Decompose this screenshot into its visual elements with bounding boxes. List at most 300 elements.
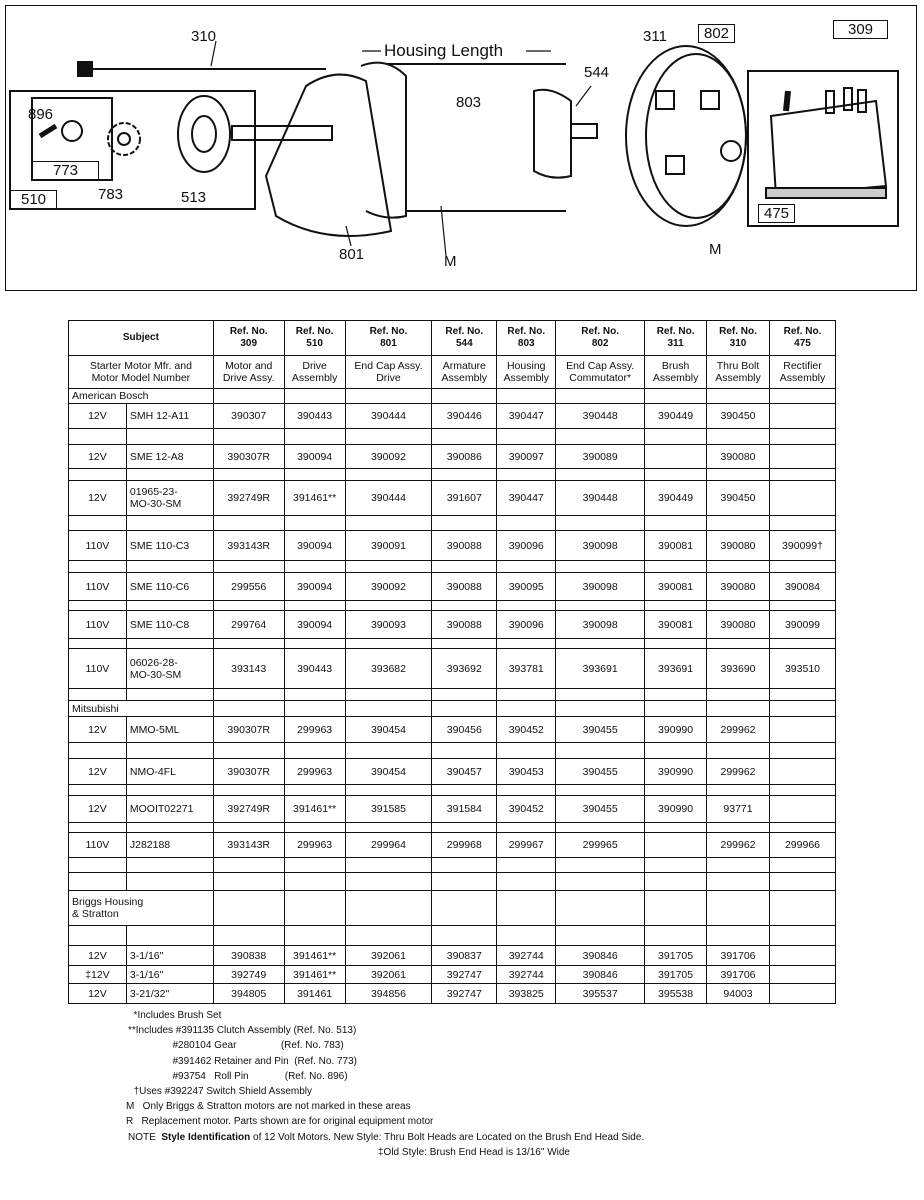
empty-cell (556, 429, 645, 445)
spacer-row (69, 429, 836, 445)
voltage-cell: 12V (69, 717, 127, 743)
spacer-row (69, 639, 836, 649)
empty-cell (769, 891, 835, 926)
part-number-cell: 393682 (345, 649, 432, 689)
column-header-ref: Ref. No. 544 (432, 321, 497, 356)
part-number-cell: 391584 (432, 796, 497, 823)
style-note-prefix: NOTE (128, 1131, 162, 1143)
spacer-row (69, 516, 836, 531)
column-header-part: Drive Assembly (284, 356, 345, 389)
empty-cell (213, 601, 284, 611)
part-number-cell: 390448 (556, 404, 645, 429)
empty-cell (284, 891, 345, 926)
empty-cell (769, 858, 835, 873)
empty-cell (645, 561, 707, 573)
empty-cell (707, 743, 770, 759)
part-number-cell: 390449 (645, 404, 707, 429)
empty-cell (213, 689, 284, 701)
model-cell: 3-1/16" (126, 946, 213, 966)
table-row (69, 573, 836, 601)
empty-cell (126, 516, 213, 531)
empty-cell (497, 429, 556, 445)
part-number-cell: 299962 (707, 717, 770, 743)
empty-cell (769, 516, 835, 531)
empty-cell (707, 701, 770, 717)
part-number-cell: 93771 (707, 796, 770, 823)
empty-cell (345, 429, 432, 445)
part-number-cell: 391461** (284, 796, 345, 823)
empty-cell (213, 516, 284, 531)
part-number-cell: 391705 (645, 946, 707, 966)
empty-cell (707, 891, 770, 926)
empty-cell (284, 823, 345, 833)
empty-cell (497, 873, 556, 891)
empty-cell (126, 639, 213, 649)
empty-cell (432, 469, 497, 481)
empty-cell (497, 601, 556, 611)
part-number-cell: 390846 (556, 946, 645, 966)
column-header-part: End Cap Assy. Drive (345, 356, 432, 389)
part-number-cell: 390080 (707, 445, 770, 469)
model-cell: 01965-23- MO-30-SM (126, 481, 213, 516)
empty-cell (645, 469, 707, 481)
empty-cell (497, 891, 556, 926)
part-number-cell: 392749R (213, 481, 284, 516)
part-number-cell: 299966 (769, 833, 835, 858)
part-number-cell: 390098 (556, 573, 645, 601)
empty-cell (284, 785, 345, 796)
empty-cell (432, 858, 497, 873)
part-number-cell: 392744 (497, 946, 556, 966)
column-header-subject: Subject (69, 321, 214, 356)
empty-cell (645, 873, 707, 891)
empty-cell (556, 561, 645, 573)
part-number-cell: 393143R (213, 531, 284, 561)
empty-cell (645, 689, 707, 701)
part-number-cell: 299963 (284, 759, 345, 785)
part-number-cell: 393143R (213, 833, 284, 858)
column-header-ref: Ref. No. 801 (345, 321, 432, 356)
part-number-cell: 390990 (645, 717, 707, 743)
empty-cell (497, 785, 556, 796)
empty-cell (69, 873, 127, 891)
empty-cell (707, 639, 770, 649)
part-number-cell: 392061 (345, 966, 432, 984)
voltage-cell: 110V (69, 649, 127, 689)
part-number-cell: 390443 (284, 649, 345, 689)
empty-cell (432, 516, 497, 531)
empty-cell (69, 429, 127, 445)
empty-cell (707, 516, 770, 531)
voltage-cell: 12V (69, 796, 127, 823)
part-number-cell: 299965 (556, 833, 645, 858)
part-number-cell (769, 946, 835, 966)
empty-cell (126, 823, 213, 833)
empty-cell (69, 823, 127, 833)
model-cell: SME 110-C8 (126, 611, 213, 639)
part-number-cell: 390443 (284, 404, 345, 429)
empty-cell (213, 785, 284, 796)
voltage-cell: 110V (69, 573, 127, 601)
empty-cell (645, 639, 707, 649)
part-number-cell: 390094 (284, 573, 345, 601)
part-number-cell: 392747 (432, 966, 497, 984)
empty-cell (645, 891, 707, 926)
empty-cell (432, 689, 497, 701)
empty-cell (432, 601, 497, 611)
empty-cell (213, 926, 284, 946)
model-cell: MMO-5ML (126, 717, 213, 743)
part-number-cell: 392744 (497, 966, 556, 984)
part-number-cell: 390838 (213, 946, 284, 966)
voltage-cell: 110V (69, 531, 127, 561)
table-row (69, 717, 836, 743)
empty-cell (213, 701, 284, 717)
style-note (128, 1130, 644, 1145)
part-number-cell (769, 759, 835, 785)
empty-cell (345, 926, 432, 946)
column-header-ref: Ref. No. 803 (497, 321, 556, 356)
empty-cell (213, 469, 284, 481)
column-header-part: Thru Bolt Assembly (707, 356, 770, 389)
empty-cell (645, 858, 707, 873)
label-801: 801 (339, 246, 365, 263)
footnote: †Uses #392247 Switch Shield Assembly (128, 1086, 312, 1098)
empty-cell (769, 601, 835, 611)
empty-cell (345, 891, 432, 926)
empty-cell (126, 785, 213, 796)
part-number-cell: 299962 (707, 833, 770, 858)
label-803: 803 (456, 94, 482, 111)
part-number-cell (769, 404, 835, 429)
label-802: 802 (698, 24, 735, 43)
empty-cell (769, 743, 835, 759)
empty-cell (707, 469, 770, 481)
empty-cell (645, 823, 707, 833)
empty-cell (126, 601, 213, 611)
label-housing-length: Housing Length (384, 41, 504, 60)
model-cell: J282188 (126, 833, 213, 858)
part-number-cell: 390086 (432, 445, 497, 469)
empty-cell (432, 891, 497, 926)
part-number-cell: 394805 (213, 984, 284, 1004)
voltage-cell: ‡12V (69, 966, 127, 984)
empty-cell (213, 873, 284, 891)
empty-cell (769, 785, 835, 796)
part-number-cell: 392749R (213, 796, 284, 823)
empty-cell (213, 858, 284, 873)
part-number-cell (769, 984, 835, 1004)
empty-cell (126, 469, 213, 481)
empty-cell (213, 823, 284, 833)
part-number-cell: 393691 (645, 649, 707, 689)
empty-cell (345, 561, 432, 573)
part-number-cell: 390098 (556, 531, 645, 561)
empty-cell (126, 926, 213, 946)
label-m-housing: M (444, 253, 457, 270)
voltage-cell: 12V (69, 481, 127, 516)
empty-cell (345, 469, 432, 481)
part-number-cell: 390447 (497, 404, 556, 429)
empty-cell (556, 389, 645, 404)
empty-cell (769, 639, 835, 649)
model-cell: SME 110-C6 (126, 573, 213, 601)
part-number-cell: 390454 (345, 717, 432, 743)
empty-cell (556, 823, 645, 833)
section-row (69, 701, 836, 717)
empty-cell (645, 743, 707, 759)
model-cell: 3-21/32" (126, 984, 213, 1004)
part-number-cell: 94003 (707, 984, 770, 1004)
empty-cell (645, 389, 707, 404)
section-label: Briggs Housing & Stratton (69, 891, 214, 926)
part-number-cell (769, 445, 835, 469)
empty-cell (707, 429, 770, 445)
empty-cell (707, 823, 770, 833)
empty-cell (126, 858, 213, 873)
empty-cell (645, 429, 707, 445)
part-number-cell: 391706 (707, 966, 770, 984)
empty-cell (345, 601, 432, 611)
part-number-cell: 394856 (345, 984, 432, 1004)
part-number-cell (769, 966, 835, 984)
empty-cell (769, 701, 835, 717)
part-number-cell: 299963 (284, 833, 345, 858)
empty-cell (707, 561, 770, 573)
empty-cell (432, 389, 497, 404)
part-number-cell: 390446 (432, 404, 497, 429)
empty-cell (769, 429, 835, 445)
part-number-cell: 395538 (645, 984, 707, 1004)
empty-cell (497, 389, 556, 404)
empty-cell (284, 469, 345, 481)
spacer-row (69, 785, 836, 796)
label-311: 311 (643, 28, 667, 45)
model-cell: 06026-28- MO-30-SM (126, 649, 213, 689)
empty-cell (707, 926, 770, 946)
spacer-row (69, 601, 836, 611)
empty-cell (345, 689, 432, 701)
part-number-cell: 390096 (497, 531, 556, 561)
column-header-part: Rectifier Assembly (769, 356, 835, 389)
model-cell: SME 110-C3 (126, 531, 213, 561)
part-number-cell: 390455 (556, 759, 645, 785)
table-row (69, 611, 836, 639)
empty-cell (556, 926, 645, 946)
column-header-ref: Ref. No. 475 (769, 321, 835, 356)
part-number-cell: 393692 (432, 649, 497, 689)
empty-cell (556, 639, 645, 649)
empty-cell (769, 873, 835, 891)
spacer-row (69, 823, 836, 833)
section-label: American Bosch (69, 389, 214, 404)
empty-cell (645, 701, 707, 717)
table-row (69, 833, 836, 858)
empty-cell (345, 858, 432, 873)
label-510: 510 (10, 190, 57, 209)
part-number-cell: 390095 (497, 573, 556, 601)
empty-cell (213, 891, 284, 926)
part-number-cell: 299962 (707, 759, 770, 785)
empty-cell (126, 743, 213, 759)
part-number-cell: 392747 (432, 984, 497, 1004)
empty-cell (556, 516, 645, 531)
empty-cell (345, 873, 432, 891)
table-row (69, 445, 836, 469)
empty-cell (707, 873, 770, 891)
footnote: **Includes #391135 Clutch Assembly (Ref. No. 513) (128, 1025, 357, 1037)
empty-cell (345, 701, 432, 717)
part-number-cell: 390452 (497, 796, 556, 823)
part-number-cell: 390456 (432, 717, 497, 743)
part-number-cell: 390094 (284, 445, 345, 469)
empty-cell (769, 823, 835, 833)
column-header-model: Starter Motor Mfr. and Motor Model Number (69, 356, 214, 389)
empty-cell (69, 601, 127, 611)
empty-cell (345, 785, 432, 796)
spacer-row (69, 743, 836, 759)
part-number-cell: 390307 (213, 404, 284, 429)
part-number-cell: 390449 (645, 481, 707, 516)
part-number-cell: 390091 (345, 531, 432, 561)
spacer-row (69, 858, 836, 873)
model-cell: 3-1/16" (126, 966, 213, 984)
empty-cell (497, 689, 556, 701)
model-cell: NMO-4FL (126, 759, 213, 785)
empty-cell (769, 689, 835, 701)
empty-cell (126, 873, 213, 891)
column-header-ref: Ref. No. 309 (213, 321, 284, 356)
empty-cell (556, 785, 645, 796)
empty-cell (432, 743, 497, 759)
empty-cell (707, 601, 770, 611)
table-row (69, 649, 836, 689)
model-cell: MOOIT02271 (126, 796, 213, 823)
part-number-cell: 390093 (345, 611, 432, 639)
voltage-cell: 12V (69, 404, 127, 429)
part-number-cell: 393690 (707, 649, 770, 689)
empty-cell (284, 516, 345, 531)
style-note-old: ‡Old Style: Brush End Head is 13/16" Wide (378, 1146, 570, 1158)
empty-cell (556, 891, 645, 926)
exploded-parts-diagram (5, 5, 917, 291)
part-number-cell: 393510 (769, 649, 835, 689)
empty-cell (213, 389, 284, 404)
part-number-cell: 390307R (213, 759, 284, 785)
empty-cell (284, 926, 345, 946)
empty-cell (497, 639, 556, 649)
part-number-cell: 390099† (769, 531, 835, 561)
empty-cell (556, 858, 645, 873)
empty-cell (213, 743, 284, 759)
part-number-cell: 390450 (707, 481, 770, 516)
empty-cell (556, 873, 645, 891)
part-number-cell: 390837 (432, 946, 497, 966)
empty-cell (497, 516, 556, 531)
empty-cell (284, 601, 345, 611)
label-513: 513 (181, 189, 207, 206)
empty-cell (284, 689, 345, 701)
empty-cell (284, 701, 345, 717)
label-m-endcap: M (709, 241, 722, 258)
empty-cell (432, 639, 497, 649)
section-label: Mitsubishi (69, 701, 214, 717)
part-number-cell: 299968 (432, 833, 497, 858)
part-number-cell: 390455 (556, 717, 645, 743)
empty-cell (432, 429, 497, 445)
part-number-cell: 390307R (213, 717, 284, 743)
label-475: 475 (758, 204, 795, 223)
part-number-cell (645, 833, 707, 858)
part-number-cell: 390088 (432, 611, 497, 639)
empty-cell (345, 516, 432, 531)
empty-cell (769, 389, 835, 404)
part-number-cell: 390453 (497, 759, 556, 785)
part-number-cell: 390846 (556, 966, 645, 984)
part-number-cell: 390080 (707, 573, 770, 601)
header-row-part (69, 356, 836, 389)
label-309: 309 (833, 20, 888, 39)
part-number-cell: 390450 (707, 404, 770, 429)
header-row-ref (69, 321, 836, 356)
empty-cell (645, 926, 707, 946)
model-cell: SMH 12-A11 (126, 404, 213, 429)
part-number-cell (769, 796, 835, 823)
empty-cell (345, 743, 432, 759)
part-number-cell: 390094 (284, 611, 345, 639)
empty-cell (69, 858, 127, 873)
part-number-cell: 390089 (556, 445, 645, 469)
empty-cell (497, 469, 556, 481)
empty-cell (645, 516, 707, 531)
footnote: R Replacement motor. Parts shown are for original equipment motor (126, 1116, 434, 1128)
empty-cell (645, 785, 707, 796)
empty-cell (432, 926, 497, 946)
empty-cell (126, 689, 213, 701)
label-310: 310 (191, 28, 217, 45)
empty-cell (769, 469, 835, 481)
part-number-cell: 390084 (769, 573, 835, 601)
part-number-cell: 391461** (284, 946, 345, 966)
empty-cell (69, 639, 127, 649)
empty-cell (556, 743, 645, 759)
column-header-ref: Ref. No. 802 (556, 321, 645, 356)
empty-cell (556, 601, 645, 611)
empty-cell (497, 926, 556, 946)
part-number-cell: 390092 (345, 573, 432, 601)
part-number-cell: 299964 (345, 833, 432, 858)
table-row (69, 404, 836, 429)
part-number-cell: 390088 (432, 573, 497, 601)
section-row (69, 389, 836, 404)
part-number-cell: 391461 (284, 984, 345, 1004)
part-number-cell: 390097 (497, 445, 556, 469)
column-header-part: Armature Assembly (432, 356, 497, 389)
label-773: 773 (32, 161, 99, 180)
empty-cell (284, 639, 345, 649)
part-number-cell: 391705 (645, 966, 707, 984)
footnote: #93754 Roll Pin (Ref. No. 896) (128, 1070, 348, 1082)
empty-cell (432, 561, 497, 573)
part-number-cell: 390099 (769, 611, 835, 639)
empty-cell (284, 429, 345, 445)
part-number-cell: 390307R (213, 445, 284, 469)
empty-cell (69, 689, 127, 701)
table-row (69, 984, 836, 1004)
column-header-ref: Ref. No. 311 (645, 321, 707, 356)
part-number-cell: 390444 (345, 481, 432, 516)
part-number-cell: 390081 (645, 531, 707, 561)
